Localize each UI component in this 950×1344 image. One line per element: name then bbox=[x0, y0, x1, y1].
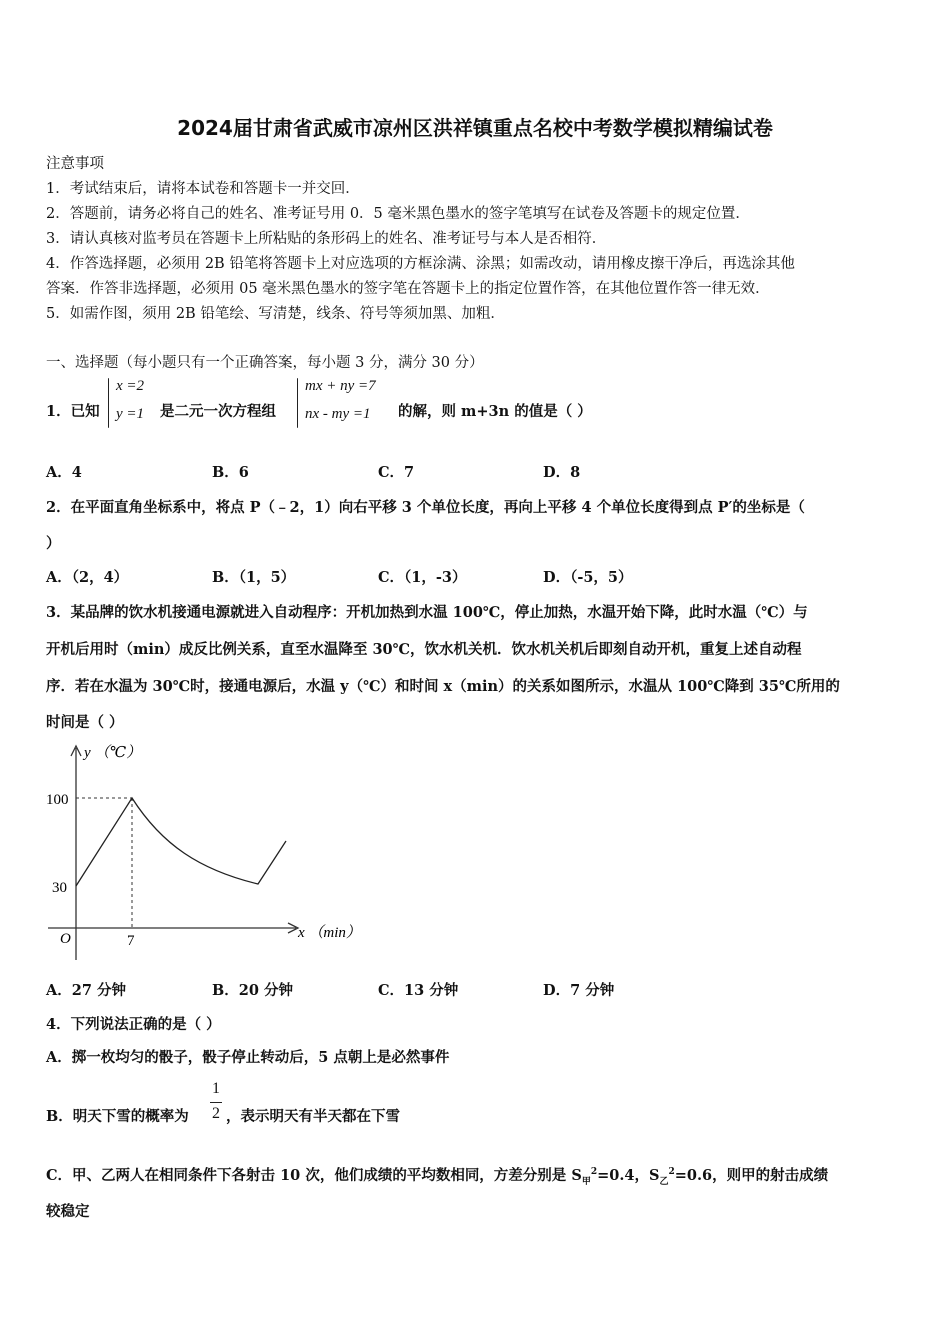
q2-stem-line1: 2．在平面直角坐标系中，将点 P（﹣2，1）向右平移 3 个单位长度，再向上平移 4 个单位长度得到点 P′的坐标是（ bbox=[46, 499, 805, 516]
q1-prefix: 1．已知 bbox=[46, 403, 100, 420]
q1-option-a: A．4 bbox=[46, 464, 82, 481]
tick-7: 7 bbox=[127, 933, 135, 949]
q2-option-c: C．（1，-3） bbox=[378, 569, 467, 586]
q3-stem-line1: 3．某品牌的饮水机接通电源就进入自动程序：开机加热到水温 100℃，停止加热，水温开始下降，此时水温（℃）与 bbox=[46, 604, 808, 621]
y-axis-label: y （℃） bbox=[84, 745, 142, 761]
fraction-denominator: 2 bbox=[212, 1105, 220, 1122]
fraction-bar bbox=[210, 1102, 222, 1103]
q3-option-b: B．20 分钟 bbox=[212, 982, 293, 999]
notice-item: 2．答题前，请务必将自己的姓名、准考证号用 0．5 毫米黑色墨水的签字笔填写在试卷及答题卡的规定位置． bbox=[46, 206, 750, 222]
fraction-numerator: 1 bbox=[212, 1080, 220, 1097]
page-title: 2024届甘肃省武威市凉州区洪祥镇重点名校中考数学模拟精编试卷 bbox=[177, 116, 773, 140]
notice-item: 5．如需作图，须用 2B 铅笔绘、写清楚，线条、符号等须加黑、加粗． bbox=[46, 306, 505, 322]
q4-option-c-text-a: C．甲、乙两人在相同条件下各射击 10 次，他们成绩的平均数相同，方差分别是 S bbox=[46, 1167, 582, 1184]
subscript-yi: 乙 bbox=[659, 1176, 669, 1187]
notice-item: 1．考试结束后，请将本试卷和答题卡一并交回． bbox=[46, 181, 360, 197]
q4-option-c-text-c: =0.6，则甲的射击成绩 bbox=[674, 1167, 829, 1184]
q1-option-d: D．8 bbox=[543, 464, 581, 481]
q4-option-c-line1: C．甲、乙两人在相同条件下各射击 10 次，他们成绩的平均数相同，方差分别是 $S_甲^2=0.4$，$S_乙^2=0.6$，则甲的射击成绩 bbox=[46, 1167, 829, 1187]
q3-stem-line3: 序．若在水温为 30℃时，接通电源后，水温 y（℃）和时间 x（min）的关系如图所示，水温从 100℃降到 35℃所用的 bbox=[46, 678, 840, 695]
notice-heading: 注意事项 bbox=[46, 156, 104, 172]
notice-item: 3．请认真核对监考员在答题卡上所粘贴的条形码上的姓名、准考证号与本人是否相符． bbox=[46, 231, 607, 247]
q1-mid: 是二元一次方程组 bbox=[160, 403, 276, 420]
tick-100: 100 bbox=[46, 792, 69, 808]
q4-option-b-post: ，表示明天有半天都在下雪 bbox=[226, 1108, 400, 1125]
q4-option-c-line2: 较稳定 bbox=[46, 1203, 90, 1220]
tick-30: 30 bbox=[52, 880, 67, 896]
q4-option-a: A．掷一枚均匀的骰子，骰子停止转动后，5 点朝上是必然事件 bbox=[46, 1049, 450, 1066]
q4-stem: 4．下列说法正确的是（ ） bbox=[46, 1016, 221, 1033]
q1-sys2-line1: mx + ny =7 bbox=[305, 378, 376, 394]
q3-option-a: A．27 分钟 bbox=[46, 982, 126, 999]
q2-option-b: B．（1，5） bbox=[212, 569, 296, 586]
temperature-curve bbox=[76, 798, 286, 886]
q3-option-d: D．7 分钟 bbox=[543, 982, 615, 999]
q3-option-c: C．13 分钟 bbox=[378, 982, 459, 999]
q2-option-d: D．（-5，5） bbox=[543, 569, 633, 586]
section-heading: 一、选择题（每小题只有一个正确答案，每小题 3 分，满分 30 分） bbox=[46, 355, 484, 371]
q1-brace-1 bbox=[108, 378, 109, 428]
q3-temperature-graph bbox=[40, 740, 370, 965]
notice-item: 答案．作答非选择题，必须用 05 毫米黑色墨水的签字笔在答题卡上的指定位置作答，在其他位置作答一律无效． bbox=[46, 281, 770, 297]
q1-option-c: C．7 bbox=[378, 464, 415, 481]
notice-item: 4．作答选择题，必须用 2B 铅笔将答题卡上对应选项的方框涂满、涂黑；如需改动，请用橡皮擦干净后，再选涂其他 bbox=[46, 256, 795, 272]
q1-sys1-line1: x =2 bbox=[116, 378, 145, 394]
q3-stem-line2: 开机后用时（min）成反比例关系，直至水温降至 30℃，饮水机关机．饮水机关机后即刻自动开机，重复上述自动程 bbox=[46, 641, 802, 658]
q4-option-c-text-b: =0.4，S bbox=[597, 1167, 660, 1184]
q1-sys1-line2: y =1 bbox=[116, 406, 145, 422]
q1-sys2-line2: nx - my =1 bbox=[305, 406, 371, 422]
origin-label: O bbox=[60, 931, 71, 947]
subscript-jia: 甲 bbox=[581, 1176, 591, 1187]
q1-brace-2 bbox=[297, 378, 298, 428]
q1-option-b: B．6 bbox=[212, 464, 249, 481]
q3-stem-line4: 时间是（ ） bbox=[46, 714, 124, 731]
q4-option-b-pre: B．明天下雪的概率为 bbox=[46, 1108, 189, 1125]
x-axis-label: x （min） bbox=[298, 925, 361, 941]
q2-stem-line2: ） bbox=[46, 535, 61, 552]
q2-option-a: A．（2，4） bbox=[46, 569, 129, 586]
q1-suffix: 的解，则 m+3n 的值是（ ） bbox=[398, 403, 592, 420]
